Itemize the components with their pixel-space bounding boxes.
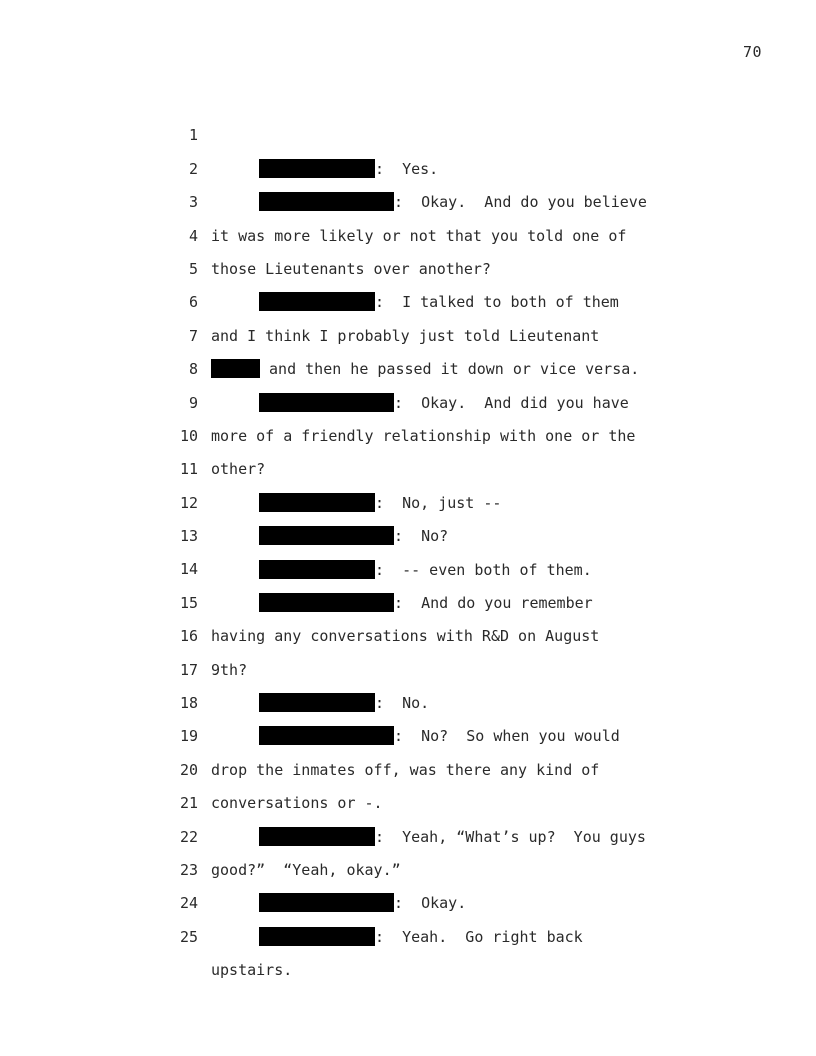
line-text: having any conversations with R&D on August xyxy=(211,627,600,646)
line-text: and I think I probably just told Lieutenant xyxy=(211,326,600,345)
line-text: : No, just -- xyxy=(375,493,502,512)
line-text: : Okay. xyxy=(394,894,467,913)
line-number: 10 xyxy=(179,426,198,445)
line-text: : Yeah. Go right back xyxy=(375,927,583,946)
line-text: : And do you remember xyxy=(394,593,593,612)
line-text: other? xyxy=(211,460,266,479)
line-text: more of a friendly relationship with one or the xyxy=(211,426,636,445)
line-text: those Lieutenants over another? xyxy=(211,259,491,278)
line-text: : Yes. xyxy=(375,159,439,178)
line-number: 14 xyxy=(179,560,198,579)
line-number: 13 xyxy=(179,527,198,546)
line-text: drop the inmates off, was there any kind of xyxy=(211,760,600,779)
line-text: : No. xyxy=(375,694,430,713)
line-text: upstairs. xyxy=(211,961,293,980)
line-number: 18 xyxy=(179,694,198,713)
line-text: 9th? xyxy=(211,660,248,679)
line-number: 8 xyxy=(188,360,198,379)
line-number: 6 xyxy=(188,293,198,312)
line-number: 24 xyxy=(179,894,198,913)
line-text: : -- even both of them. xyxy=(375,560,592,579)
line-text: : I talked to both of them xyxy=(375,293,619,312)
line-number: 4 xyxy=(188,226,198,245)
line-text: : No? So when you would xyxy=(394,727,620,746)
line-number: 3 xyxy=(188,193,198,212)
line-text: good?” “Yeah, okay.” xyxy=(211,861,401,880)
line-number: 12 xyxy=(179,493,198,512)
line-text: it was more likely or not that you told one of xyxy=(211,226,627,245)
line-number: 1 xyxy=(188,126,198,145)
line-text: conversations or -. xyxy=(211,794,383,813)
line-number: 16 xyxy=(179,627,198,646)
transcript-body xyxy=(0,86,816,980)
line-number: 2 xyxy=(188,159,198,178)
line-text: : Okay. And did you have xyxy=(394,393,629,412)
line-number: 23 xyxy=(179,861,198,879)
page-number: 70 xyxy=(742,43,762,61)
line-number: 7 xyxy=(188,326,198,345)
line-text: : No? xyxy=(394,527,449,546)
line-text: and then he passed it down or vice versa. xyxy=(260,360,640,379)
redaction-bar xyxy=(259,927,375,946)
line-number: 17 xyxy=(179,660,198,679)
line-number: 5 xyxy=(188,259,198,278)
line-text: : Okay. And do you believe xyxy=(394,193,647,212)
line-number: 19 xyxy=(179,727,198,746)
transcript-line xyxy=(0,86,816,178)
line-number: 9 xyxy=(188,393,198,412)
line-number: 11 xyxy=(179,460,198,479)
line-number: 22 xyxy=(179,827,198,846)
line-number: 21 xyxy=(179,794,198,813)
line-text: : Yeah, “What’s up? You guys xyxy=(375,827,646,846)
line-number: 25 xyxy=(179,927,198,946)
line-number: 20 xyxy=(179,760,198,779)
line-number: 15 xyxy=(179,593,198,612)
